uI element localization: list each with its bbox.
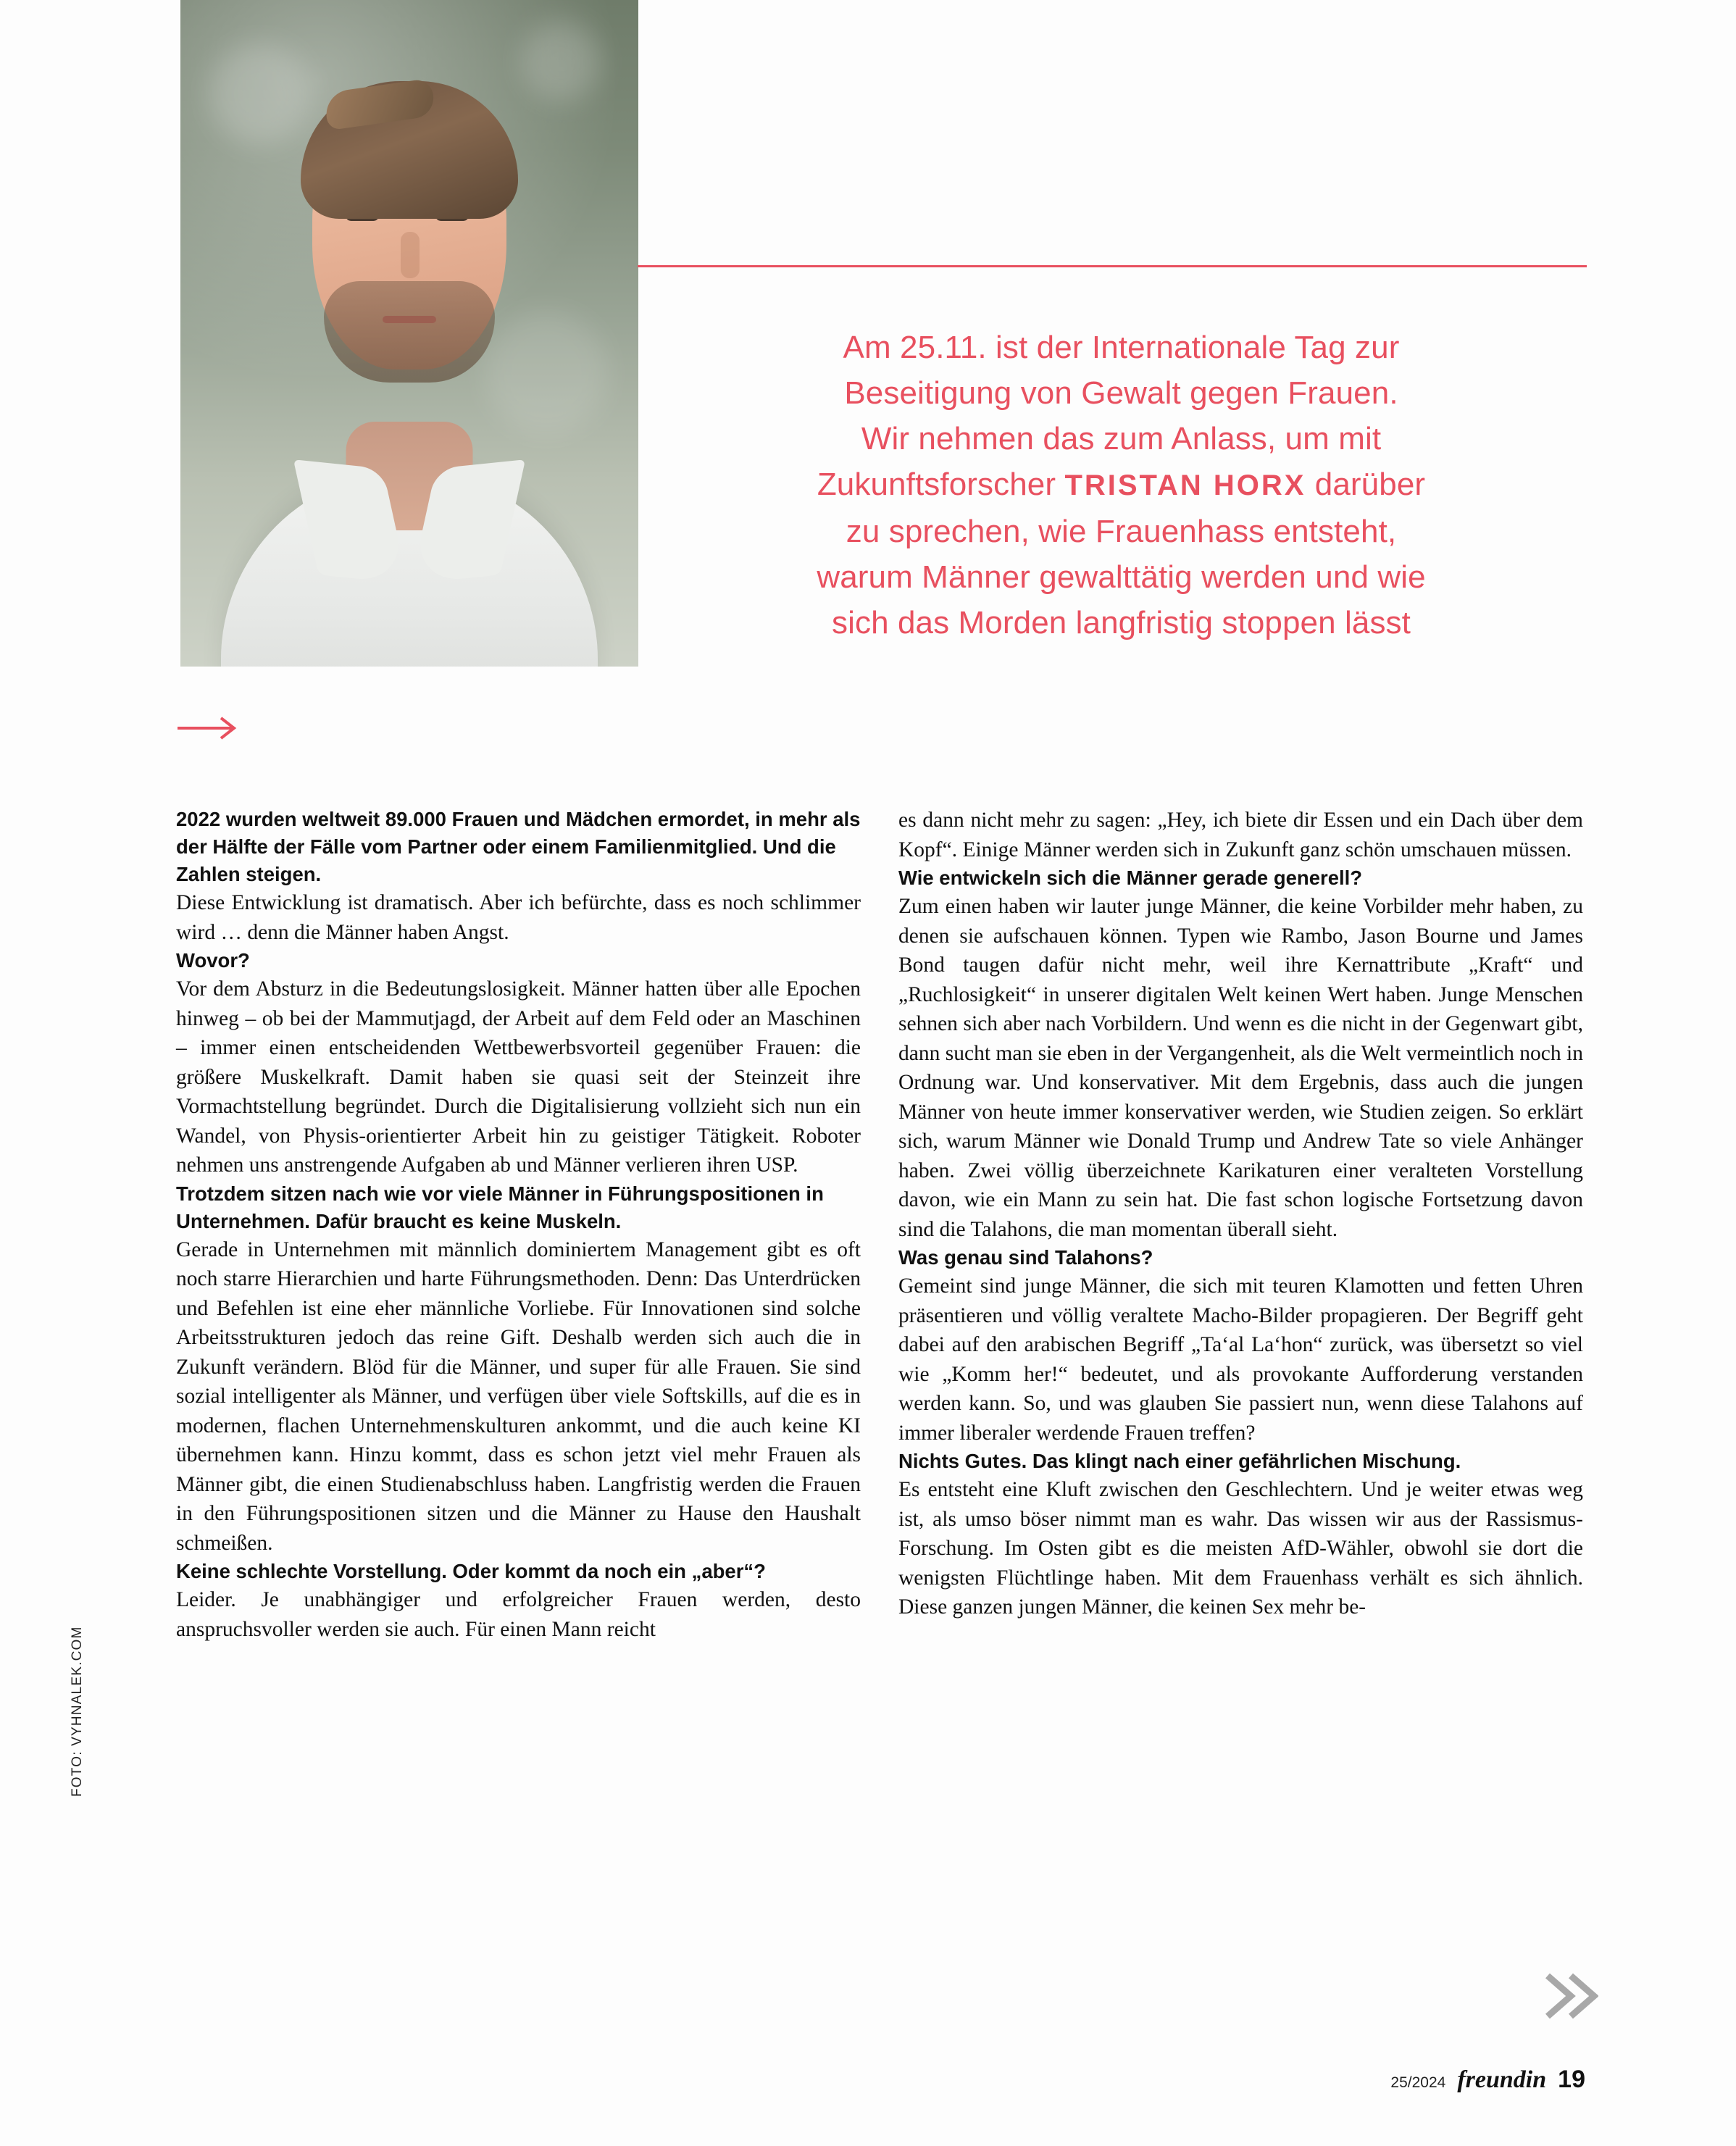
interview-question: Wie entwickeln sich die Männer gerade generell? — [898, 867, 1363, 889]
interview-answer: Gerade in Unternehmen mit männlich dominiertem Management gibt es oft noch starre Hierarchien und harte Führungsmethoden. Denn: Das Unterdrücken und Befehlen ist eine eher männliche Vorliebe. Für Innovationen sind solche Arbeitsstrukturen jedoch das reine Gift. Deshalb werden sich auch die in Zukunft verändern. Blöd für die Männer, und super für alle Frauen. Sie sind sozial intelligenter als Männer, und verfügen über viele Softskills, auf die es in modernen, flachen Unternehmenskulturen ankommt, und die auch keine KI übernehmen kann. Hinzu kommt, dass es schon jetzt viel mehr Frauen als Männer gibt, die einen Studienabschluss haben. Langfristig werden die Frauen in den Führungspositionen sitzen und die Männer zu Hause den Haushalt schmeißen. — [176, 1237, 861, 1555]
lede-text — [656, 325, 1587, 646]
lede-line-3: Wir nehmen das zum Anlass, um mit — [861, 421, 1382, 456]
photo-credit: FOTO: VYHNALEK.COM — [70, 1626, 85, 1797]
interview-answer: Es entsteht eine Kluft zwischen den Geschlechtern. Und je weiter etwas weg ist, als umso böser nimmt man es wahr. Das wissen wir aus der Rassismus-Forschung. Im Osten gibt es die meisten AfD-Wähler, obwohl sie dort die wenigsten Flüchtlinge haben. Mit dem Frauenhass verhält es sich ähnlich. Diese ganzen jungen Männer, die keinen Sex mehr be- — [898, 1478, 1583, 1619]
portrait-photo — [180, 0, 638, 667]
bokeh-light — [485, 312, 608, 435]
interview-answer: Zum einen haben wir lauter junge Männer, die keine Vorbilder mehr haben, zu denen sie aufschauen können. Typen wie Rambo, Jason Bourne und James Bond taugen dafür nicht mehr, weil ihre Kernattribute „Kraft“ und „Ruchlosigkeit“ in unserer digitalen Welt keinen Wert haben. Junge Menschen sehnen sich aber nach Vorbildern. Und wenn es die nicht in der Gegenwart gibt, dann sucht man sie eben in der Vergangenheit, als die Welt vermeintlich noch in Ordnung war. Und konservativer. Mit dem Ergebnis, dass auch die jungen Männer von heute immer konservativer werden, wie Studien zeigen. So erklärt sich, warum Männer wie Donald Trump und Andrew Tate so viele Anhänger haben. Zwei völlig überzeichnete Karikaturen einer veralteten Vorstellung davon, wie ein Mann zu sein hat. Die fast schon logische Fortsetzung davon sind die Talahons, die man momentan überall sieht. — [898, 895, 1583, 1241]
interview-question: Keine schlechte Vorstellung. Oder kommt da noch ein „aber“? — [176, 1560, 766, 1582]
mouth — [383, 316, 436, 323]
interview-question: Was genau sind Talahons? — [898, 1246, 1153, 1269]
magazine-brand: freundin — [1457, 2066, 1547, 2093]
arrow-right-icon — [176, 714, 241, 743]
beard — [324, 281, 495, 383]
lede-line-2: Beseitigung von Gewalt gegen Frauen. — [844, 375, 1398, 411]
lede-line-1: Am 25.11. ist der Internationale Tag zur — [843, 330, 1400, 365]
interview-question: Nichts Gutes. Das klingt nach einer gefährlichen Mischung. — [898, 1450, 1461, 1472]
page-number: 19 — [1558, 2066, 1585, 2093]
interview-answer: Gemeint sind junge Männer, die sich mit teuren Klamotten und fetten Uhren präsentieren und völlig veraltete Macho-Bilder propagieren. Der Begriff geht dabei auf den arabischen Begriff „Ta‘al La‘hon“ zurück, was übersetzt so viel wie „Komm her!“ bedeutet, und als provokante Aufforderung verstanden werden kann. So, und was glauben Sie passiert nun, wenn diese Talahons auf immer liberaler werdende Frauen treffen? — [898, 1274, 1583, 1445]
interview-answer: Vor dem Absturz in die Bedeutungslosigkeit. Männer hatten über alle Epochen hinweg – ob bei der Mammutjagd, der Arbeit auf dem Feld oder an Maschinen – immer einen entscheidenden Wettbewerbsvorteil gegenüber Frauen: die größere Muskelkraft. Damit haben sie quasi seit der Steinzeit ihre Vormachtstellung begründet. Durch die Digitalisierung vollzieht sich nun ein Wandel, von Physis-orientierter Arbeit hin zu geistiger Tätigkeit. Roboter nehmen uns anstrengende Aufgaben ab und Männer verlieren ihren USP. — [176, 977, 861, 1177]
interview-question: 2022 wurden weltweit 89.000 Frauen und Mädchen ermordet, in mehr als der Hälfte der Fälle vom Partner oder einem Familienmitglied. Und die Zahlen steigen. — [176, 808, 861, 885]
body-column-right — [898, 806, 1583, 1622]
bokeh-light — [209, 43, 311, 145]
interview-question: Wovor? — [176, 949, 250, 972]
lede-line-5: zu sprechen, wie Frauenhass entsteht, — [846, 514, 1397, 549]
lede-line-4-pre: Zukunftsforscher — [817, 467, 1065, 502]
interview-answer: es dann nicht mehr zu sagen: „Hey, ich biete dir Essen und ein Dach über dem Kopf“. Einige Männer werden sich in Zukunft ganz schön umschauen müssen. — [898, 809, 1583, 861]
nose — [401, 232, 420, 278]
bokeh-light — [521, 22, 601, 101]
interview-question: Trotzdem sitzen nach wie vor viele Männer in Führungspositionen in Unternehmen. Dafür braucht es keine Muskeln. — [176, 1182, 824, 1232]
interview-answer: Leider. Je unabhängiger und erfolgreicher Frauen werden, desto anspruchsvoller werden sie auch. Für einen Mann reicht — [176, 1588, 861, 1641]
lede-line-6: warum Männer gewalttätig werden und wie — [817, 559, 1426, 595]
lede-line-4-post: darüber — [1306, 467, 1426, 502]
lede-line-7: sich das Morden langfristig stoppen lässt — [832, 605, 1411, 640]
interview-answer: Diese Entwicklung ist dramatisch. Aber ich befürchte, dass es noch schlimmer wird … denn die Männer haben Angst. — [176, 891, 861, 944]
page-footer — [1390, 2066, 1585, 2094]
body-column-left — [176, 806, 861, 1644]
accent-rule — [638, 265, 1587, 267]
double-chevron-right-icon — [1542, 1966, 1598, 2030]
issue-number: 25/2024 — [1390, 2074, 1446, 2091]
interviewee-name: TRISTAN HORX — [1064, 469, 1306, 501]
